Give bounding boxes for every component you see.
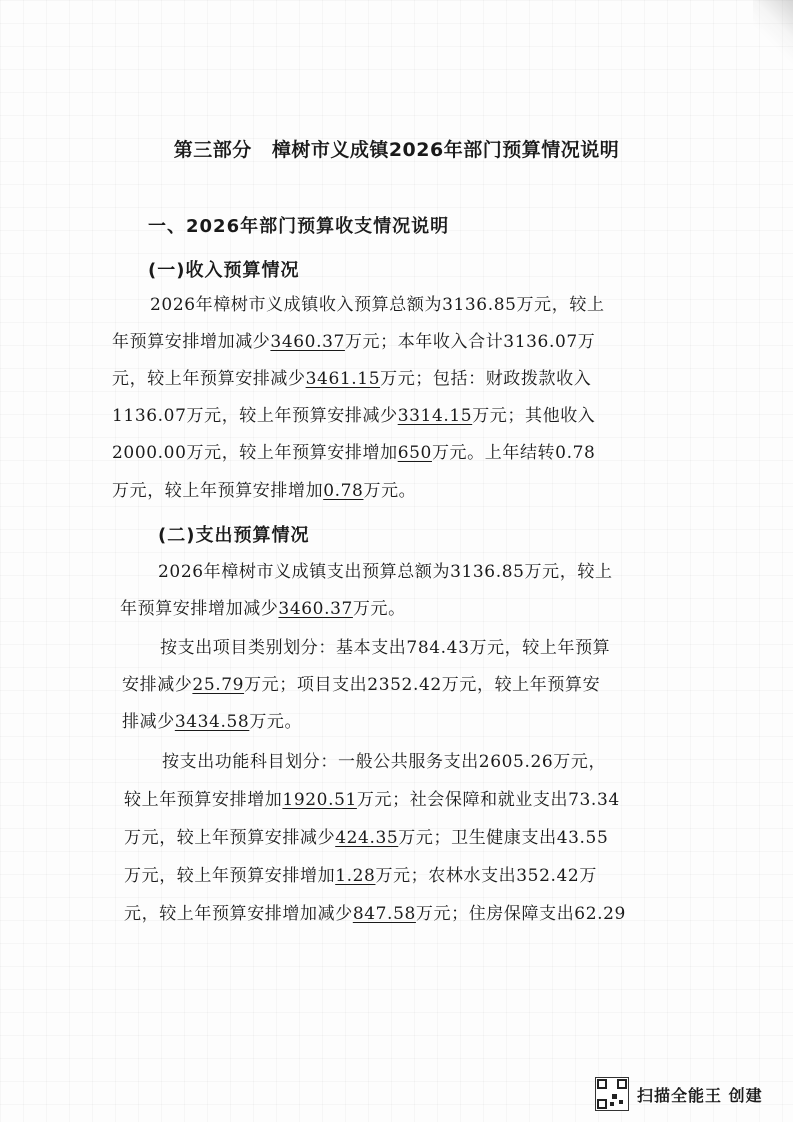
- category-line-3: 排减少3434.58万元。: [122, 712, 303, 732]
- watermark-label: 扫描全能王 创建: [637, 1085, 763, 1105]
- title-main: 樟树市义成镇2026年部门预算情况说明: [271, 139, 620, 161]
- function-line-4: 万元，较上年预算安排增加1.28万元；农林水支出352.42万: [124, 866, 597, 886]
- expense-line-2: 年预算安排增加减少3460.37万元。: [120, 599, 406, 619]
- sub1-heading: (一)收入预算情况: [148, 260, 300, 281]
- function-line-2: 较上年预算安排增加1920.51万元；社会保障和就业支出73.34: [124, 790, 620, 810]
- underlined-value: 1920.51: [282, 790, 357, 810]
- function-line-1: 按支出功能科目划分：一般公共服务支出2605.26万元，: [162, 752, 607, 772]
- category-line-2: 安排减少25.79万元；项目支出2352.42万元，较上年预算安: [122, 675, 601, 695]
- underlined-value: 3460.37: [270, 332, 345, 352]
- income-line-6: 万元，较上年预算安排增加0.78万元。: [112, 481, 417, 501]
- income-line-2: 年预算安排增加减少3460.37万元；本年收入合计3136.07万: [112, 332, 596, 352]
- section1-heading: 一、2026年部门预算收支情况说明: [148, 216, 450, 237]
- underlined-value: 3460.37: [278, 599, 353, 619]
- function-line-3: 万元，较上年预算安排减少424.35万元；卫生健康支出43.55: [124, 828, 609, 848]
- qr-code-icon: [595, 1077, 629, 1111]
- income-line-5: 2000.00万元，较上年预算安排增加650万元。上年结转0.78: [112, 443, 596, 463]
- underlined-value: 3434.58: [174, 712, 250, 732]
- sub2-heading: (二)支出预算情况: [158, 525, 310, 546]
- expense-line-1: 2026年樟树市义成镇支出预算总额为3136.85万元，较上: [158, 562, 613, 582]
- title-part: 第三部分: [173, 139, 252, 161]
- underlined-value: 25.79: [192, 675, 245, 695]
- underlined-value: 424.35: [335, 828, 399, 848]
- income-line-4: 1136.07万元，较上年预算安排减少3314.15万元；其他收入: [112, 406, 596, 426]
- underlined-value: 3314.15: [397, 406, 473, 426]
- function-line-5: 元，较上年预算安排增加减少847.58万元；住房保障支出62.29: [124, 904, 626, 924]
- underlined-value: 1.28: [335, 866, 376, 886]
- page-title: [0, 135, 793, 163]
- income-line-1: 2026年樟树市义成镇收入预算总额为3136.85万元，较上: [150, 295, 605, 315]
- underlined-value: 847.58: [352, 904, 416, 924]
- underlined-value: 0.78: [323, 481, 364, 501]
- category-line-1: 按支出项目类别划分：基本支出784.43万元，较上年预算: [160, 638, 611, 658]
- income-line-3: 元，较上年预算安排减少3461.15万元；包括：财政拨款收入: [112, 369, 592, 389]
- page-edge-shadow: [753, 0, 793, 70]
- scanner-watermark: [595, 1074, 785, 1114]
- underlined-value: 3461.15: [305, 369, 381, 389]
- underlined-value: 650: [397, 443, 432, 463]
